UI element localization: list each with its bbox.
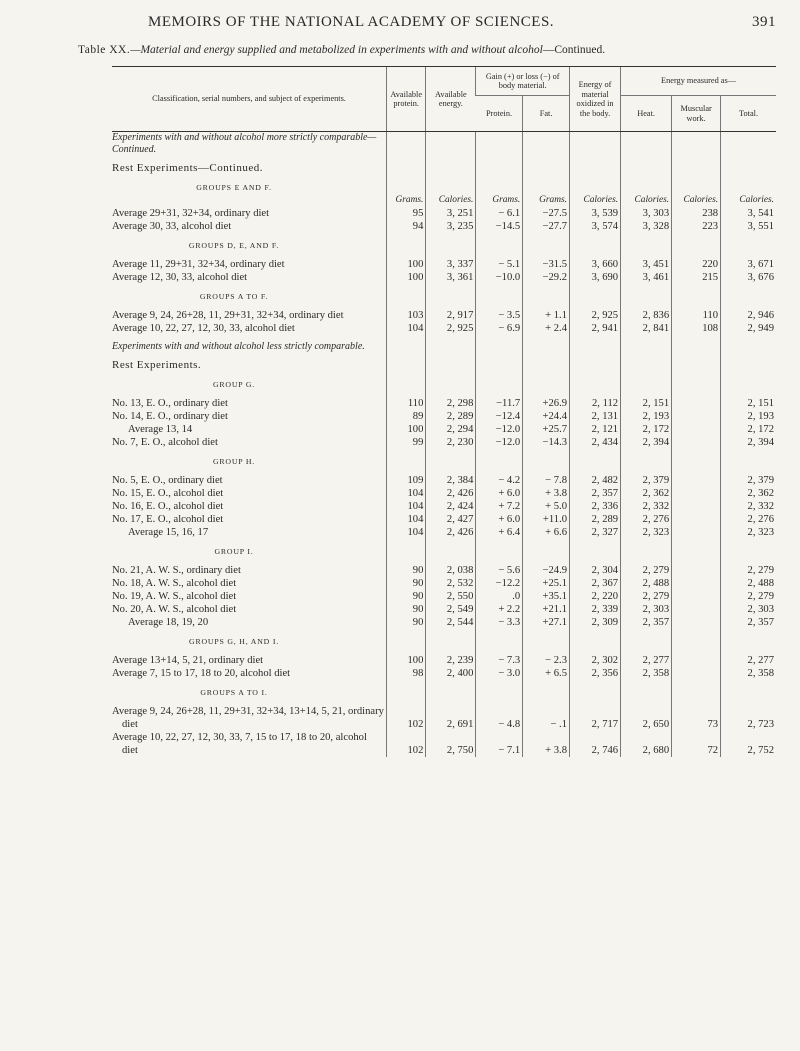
table-cell: +11.0 (523, 513, 570, 526)
table-cell: 2, 379 (721, 474, 776, 487)
row-label: Average 12, 30, 33, alcohol diet (112, 272, 248, 283)
table-cell: −24.9 (523, 564, 570, 577)
group-heading: GROUP I. (214, 547, 254, 556)
table-cell: 2, 357 (721, 616, 776, 629)
table-cell: 2, 488 (621, 577, 672, 590)
table-cell: 3, 451 (621, 258, 672, 271)
table-cell: 2, 276 (721, 513, 776, 526)
table-cell: 2, 294 (426, 423, 476, 436)
table-cell: 2, 946 (721, 309, 776, 322)
table-cell: 3, 541 (721, 207, 776, 220)
table-cell: 2, 394 (721, 436, 776, 449)
table-cell: 2, 277 (621, 654, 672, 667)
table-cell: + 6.0 (476, 487, 523, 500)
table-cell: 3, 660 (570, 258, 621, 271)
table-cell: 2, 841 (621, 322, 672, 335)
table-cell: −11.7 (476, 397, 523, 410)
table-cell: 2, 038 (426, 564, 476, 577)
group-heading: GROUPS A TO I. (200, 688, 268, 697)
table-caption-suffix: —Continued. (542, 44, 606, 56)
table-cell: 2, 304 (570, 564, 621, 577)
table-cell: + 3.8 (523, 487, 570, 500)
table-cell: − 3.3 (476, 616, 523, 629)
row-label: Average 30, 33, alcohol diet (112, 221, 232, 232)
units-row (112, 194, 776, 207)
table-cell: .0 (476, 590, 523, 603)
table-cell (672, 667, 721, 680)
table-cell: − 7.8 (523, 474, 570, 487)
table-cell: 2, 400 (426, 667, 476, 680)
table-cell: 3, 461 (621, 271, 672, 284)
table-cell: 2, 112 (570, 397, 621, 410)
table-cell: 2, 488 (721, 577, 776, 590)
table-row (112, 271, 776, 284)
table-row (112, 577, 776, 590)
row-label: Average 11, 29+31, 32+34, ordinary diet (112, 259, 285, 270)
table-cell (672, 513, 721, 526)
table-cell: 2, 424 (426, 500, 476, 513)
table-cell: 2, 339 (570, 603, 621, 616)
section-subhead: Rest Experiments—Continued. (112, 162, 263, 174)
section-row (112, 132, 776, 157)
row-label: No. 16, E. O., alcohol diet (112, 501, 224, 512)
table-cell: 3, 671 (721, 258, 776, 271)
table-cell: 2, 680 (621, 731, 672, 757)
unit-cell: Grams. (523, 194, 570, 207)
header-available-protein: Available protein. (387, 67, 426, 132)
table-cell: 2, 367 (570, 577, 621, 590)
table-cell: 2, 279 (721, 564, 776, 577)
table-cell: 90 (387, 564, 426, 577)
table-cell: − 4.2 (476, 474, 523, 487)
table-row (112, 397, 776, 410)
table-cell (672, 603, 721, 616)
unit-cell: Calories. (621, 194, 672, 207)
table-cell: 2, 362 (621, 487, 672, 500)
table-cell: 2, 949 (721, 322, 776, 335)
data-table (112, 66, 776, 757)
table-cell: 238 (672, 207, 721, 220)
table-cell: 104 (387, 513, 426, 526)
table-row (112, 423, 776, 436)
table-cell: −29.2 (523, 271, 570, 284)
table-cell: 72 (672, 731, 721, 757)
table-cell: 2, 279 (621, 564, 672, 577)
table-cell: + 6.0 (476, 513, 523, 526)
table-cell: + 6.6 (523, 526, 570, 539)
running-head-title: MEMOIRS OF THE NATIONAL ACADEMY OF SCIENCES. (148, 14, 555, 30)
header-available-energy: Available energy. (426, 67, 476, 132)
table-cell: 89 (387, 410, 426, 423)
table-cell: 2, 327 (570, 526, 621, 539)
unit-cell: Calories. (426, 194, 476, 207)
table-cell: 90 (387, 577, 426, 590)
table-cell: 2, 917 (426, 309, 476, 322)
header-fat: Fat. (523, 96, 570, 132)
table-cell: − 4.8 (476, 705, 523, 731)
section-subhead: Rest Experiments. (112, 359, 202, 371)
table-cell: 2, 550 (426, 590, 476, 603)
header-gain-loss: Gain (+) or loss (−) of body material. (476, 67, 570, 96)
row-label: Average 7, 15 to 17, 18 to 20, alcohol diet (112, 668, 291, 679)
table-cell: 2, 336 (570, 500, 621, 513)
table-row (112, 603, 776, 616)
row-label: Average 9, 24, 26+28, 11, 29+31, 32+34, ordinary diet (112, 310, 344, 321)
table-cell: 2, 279 (621, 590, 672, 603)
table-body (112, 132, 776, 758)
table-cell: − 2.3 (523, 654, 570, 667)
table-cell: −14.5 (476, 220, 523, 233)
table-cell: −12.2 (476, 577, 523, 590)
table-cell: 109 (387, 474, 426, 487)
table-cell: 3, 574 (570, 220, 621, 233)
table-cell: 2, 544 (426, 616, 476, 629)
table-cell: + 1.1 (523, 309, 570, 322)
group-row (112, 635, 776, 648)
table-cell: 2, 925 (570, 309, 621, 322)
table-cell: 102 (387, 705, 426, 731)
table-cell: − 5.6 (476, 564, 523, 577)
table-cell (672, 564, 721, 577)
table-cell: 3, 676 (721, 271, 776, 284)
group-heading: GROUPS G, H, AND I. (189, 637, 279, 646)
table-cell: − 3.0 (476, 667, 523, 680)
row-label: No. 5, E. O., ordinary diet (112, 475, 223, 486)
header-classification: Classification, serial numbers, and subject of experiments. (112, 67, 387, 132)
row-label: No. 21, A. W. S., ordinary diet (112, 565, 241, 576)
table-row (112, 322, 776, 335)
group-row (112, 686, 776, 699)
row-label: No. 17, E. O., alcohol diet (112, 514, 224, 525)
table-cell: 3, 328 (621, 220, 672, 233)
table-cell: 2, 151 (721, 397, 776, 410)
table-cell: 2, 723 (721, 705, 776, 731)
table-cell: 2, 650 (621, 705, 672, 731)
table-cell: 104 (387, 487, 426, 500)
row-label: No. 15, E. O., alcohol diet (112, 488, 224, 499)
table-cell: + 3.8 (523, 731, 570, 757)
table-cell: 215 (672, 271, 721, 284)
row-label: Average 15, 16, 17 (128, 527, 209, 538)
table-cell: 3, 690 (570, 271, 621, 284)
table-cell: 90 (387, 603, 426, 616)
table-cell: 3, 539 (570, 207, 621, 220)
row-label: No. 18, A. W. S., alcohol diet (112, 578, 237, 589)
table-cell: 2, 379 (621, 474, 672, 487)
table-cell: 100 (387, 271, 426, 284)
group-heading: GROUPS A TO F. (199, 292, 269, 301)
table-cell: 110 (672, 309, 721, 322)
table-cell: 2, 357 (621, 616, 672, 629)
table-cell: 2, 394 (621, 436, 672, 449)
table-cell: +27.1 (523, 616, 570, 629)
table-row (112, 309, 776, 322)
table-cell: 2, 298 (426, 397, 476, 410)
table-cell: −10.0 (476, 271, 523, 284)
row-label: Average 13+14, 5, 21, ordinary diet (112, 655, 264, 666)
table-cell: 2, 172 (721, 423, 776, 436)
table-cell: +26.9 (523, 397, 570, 410)
table-cell: 2, 303 (621, 603, 672, 616)
row-label: Average 9, 24, 26+28, 11, 29+31, 32+34, 13+14, 5, 21, ordinary diet (112, 706, 384, 730)
group-row (112, 239, 776, 252)
table-cell: 100 (387, 423, 426, 436)
unit-cell: Calories. (721, 194, 776, 207)
page-number: 391 (752, 14, 776, 30)
table-cell: 3, 551 (721, 220, 776, 233)
header-total: Total. (721, 96, 776, 132)
table-row (112, 487, 776, 500)
table-caption-title: —Material and energy supplied and metabolized in experiments with and without alcohol (130, 44, 543, 56)
section-row (112, 341, 776, 353)
table-cell: 2, 434 (570, 436, 621, 449)
table-cell: 2, 193 (721, 410, 776, 423)
row-label: No. 14, E. O., ordinary diet (112, 411, 228, 422)
table-cell: 110 (387, 397, 426, 410)
unit-cell: Grams. (387, 194, 426, 207)
table-cell: + 6.4 (476, 526, 523, 539)
table-cell: 2, 151 (621, 397, 672, 410)
table-cell (672, 526, 721, 539)
table-cell (672, 410, 721, 423)
header-energy-measured: Energy measured as— (621, 67, 776, 96)
table-cell: 3, 361 (426, 271, 476, 284)
table-cell: 2, 277 (721, 654, 776, 667)
table-cell: −27.5 (523, 207, 570, 220)
table-cell: 102 (387, 731, 426, 757)
table-cell: − 5.1 (476, 258, 523, 271)
table-cell: 2, 309 (570, 616, 621, 629)
group-heading: GROUP H. (212, 457, 256, 466)
table-row (112, 474, 776, 487)
table-cell: + 5.0 (523, 500, 570, 513)
row-label: Average 18, 19, 20 (128, 617, 209, 628)
table-cell: 2, 131 (570, 410, 621, 423)
table-row (112, 731, 776, 757)
table-cell: 2, 332 (621, 500, 672, 513)
group-row (112, 545, 776, 558)
row-label: Average 29+31, 32+34, ordinary diet (112, 208, 270, 219)
table-cell: 108 (672, 322, 721, 335)
header-muscular-work: Muscular work. (672, 96, 721, 132)
table-cell: 104 (387, 500, 426, 513)
table-cell: 2, 941 (570, 322, 621, 335)
table-row (112, 654, 776, 667)
table-cell: 103 (387, 309, 426, 322)
table-cell: −12.4 (476, 410, 523, 423)
table-row (112, 410, 776, 423)
table-row (112, 526, 776, 539)
table-cell: 3, 303 (621, 207, 672, 220)
group-row (112, 378, 776, 391)
table-row (112, 220, 776, 233)
row-label: No. 13, E. O., ordinary diet (112, 398, 228, 409)
table-cell: 223 (672, 220, 721, 233)
group-row (112, 181, 776, 194)
group-row (112, 455, 776, 468)
table-cell: 104 (387, 526, 426, 539)
row-label: Average 13, 14 (128, 424, 193, 435)
table-cell: +21.1 (523, 603, 570, 616)
table-cell: 2, 482 (570, 474, 621, 487)
table-cell: 2, 172 (621, 423, 672, 436)
table-cell: 73 (672, 705, 721, 731)
table-cell: 2, 332 (721, 500, 776, 513)
table-row (112, 258, 776, 271)
table-row (112, 705, 776, 731)
table-cell: 2, 323 (621, 526, 672, 539)
table-cell: +25.1 (523, 577, 570, 590)
table-cell: −31.5 (523, 258, 570, 271)
table-cell: 2, 220 (570, 590, 621, 603)
header-heat: Heat. (621, 96, 672, 132)
table-cell: +25.7 (523, 423, 570, 436)
subhead-row (112, 162, 776, 175)
table-cell: 2, 302 (570, 654, 621, 667)
table-cell (672, 577, 721, 590)
table-cell: 2, 717 (570, 705, 621, 731)
group-heading: GROUPS D, E, AND F. (188, 241, 280, 250)
table-caption-label: Table XX. (78, 44, 131, 56)
table-cell: 100 (387, 654, 426, 667)
table-row (112, 436, 776, 449)
table-cell: 100 (387, 258, 426, 271)
table-cell (672, 397, 721, 410)
table-cell: + 2.4 (523, 322, 570, 335)
unit-cell: Grams. (476, 194, 523, 207)
table-cell: 2, 836 (621, 309, 672, 322)
table-cell: 2, 289 (426, 410, 476, 423)
header-energy-oxidized: Energy of material oxidized in the body. (570, 67, 621, 132)
table-cell: 2, 239 (426, 654, 476, 667)
table-cell: − .1 (523, 705, 570, 731)
table-cell: 2, 549 (426, 603, 476, 616)
table-cell: − 7.1 (476, 731, 523, 757)
table-cell: 2, 427 (426, 513, 476, 526)
group-row (112, 290, 776, 303)
table-cell: 2, 289 (570, 513, 621, 526)
table-cell: 2, 358 (721, 667, 776, 680)
table-cell: 220 (672, 258, 721, 271)
table-cell (672, 487, 721, 500)
table-cell: 2, 691 (426, 705, 476, 731)
table-row (112, 564, 776, 577)
unit-cell: Calories. (672, 194, 721, 207)
table-cell: + 7.2 (476, 500, 523, 513)
table-cell: −27.7 (523, 220, 570, 233)
table-row (112, 667, 776, 680)
table-row (112, 616, 776, 629)
table-cell: 2, 426 (426, 487, 476, 500)
group-heading: GROUPS E AND F. (196, 183, 272, 192)
subhead-row (112, 359, 776, 372)
section-title: Experiments with and without alcohol less strictly comparable. (112, 341, 365, 352)
table-cell: 94 (387, 220, 426, 233)
table-cell: −14.3 (523, 436, 570, 449)
table-row (112, 500, 776, 513)
table-cell: 2, 925 (426, 322, 476, 335)
table-cell (672, 654, 721, 667)
row-label: Average 10, 22, 27, 12, 30, 33, 7, 15 to 17, 18 to 20, alcohol diet (112, 732, 367, 756)
table-cell: + 6.5 (523, 667, 570, 680)
table-cell: − 3.5 (476, 309, 523, 322)
table-cell: 99 (387, 436, 426, 449)
table-cell: − 6.9 (476, 322, 523, 335)
table-cell: 2, 362 (721, 487, 776, 500)
table-cell: 2, 276 (621, 513, 672, 526)
table-cell: 2, 230 (426, 436, 476, 449)
table-row (112, 513, 776, 526)
table-cell: 104 (387, 322, 426, 335)
table-cell: 90 (387, 616, 426, 629)
table-cell: −12.0 (476, 423, 523, 436)
table-cell: 2, 750 (426, 731, 476, 757)
table-cell: 3, 235 (426, 220, 476, 233)
table-caption (78, 44, 605, 56)
header-protein: Protein. (476, 96, 523, 132)
table-cell: +24.4 (523, 410, 570, 423)
table-cell: 3, 337 (426, 258, 476, 271)
table-cell: 2, 279 (721, 590, 776, 603)
table-cell: 2, 303 (721, 603, 776, 616)
table-cell: 2, 193 (621, 410, 672, 423)
table-cell: 95 (387, 207, 426, 220)
table-cell: 98 (387, 667, 426, 680)
table-cell: +35.1 (523, 590, 570, 603)
table-cell: 2, 746 (570, 731, 621, 757)
section-title: Experiments with and without alcohol more strictly comparable—Continued. (112, 132, 377, 155)
table-cell: 2, 532 (426, 577, 476, 590)
table-cell (672, 500, 721, 513)
table-cell: − 6.1 (476, 207, 523, 220)
table-cell: 2, 752 (721, 731, 776, 757)
table-cell: 3, 251 (426, 207, 476, 220)
group-heading: GROUP G. (212, 380, 256, 389)
table-cell: 2, 384 (426, 474, 476, 487)
table-cell: 2, 323 (721, 526, 776, 539)
table-cell (672, 436, 721, 449)
table-cell (672, 616, 721, 629)
table-cell (672, 423, 721, 436)
table-cell: − 7.3 (476, 654, 523, 667)
table-cell: + 2.2 (476, 603, 523, 616)
row-label: No. 7, E. O., alcohol diet (112, 437, 218, 448)
table-cell: 90 (387, 590, 426, 603)
table-row (112, 207, 776, 220)
table-cell: 2, 357 (570, 487, 621, 500)
table-cell: 2, 121 (570, 423, 621, 436)
table-cell: 2, 356 (570, 667, 621, 680)
table-cell (672, 590, 721, 603)
table-cell (672, 474, 721, 487)
row-label: No. 19, A. W. S., alcohol diet (112, 591, 237, 602)
table-row (112, 590, 776, 603)
table-cell: −12.0 (476, 436, 523, 449)
unit-cell: Calories. (570, 194, 621, 207)
table-cell: 2, 426 (426, 526, 476, 539)
table-cell: 2, 358 (621, 667, 672, 680)
row-label: Average 10, 22, 27, 12, 30, 33, alcohol diet (112, 323, 295, 334)
row-label: No. 20, A. W. S., alcohol diet (112, 604, 237, 615)
